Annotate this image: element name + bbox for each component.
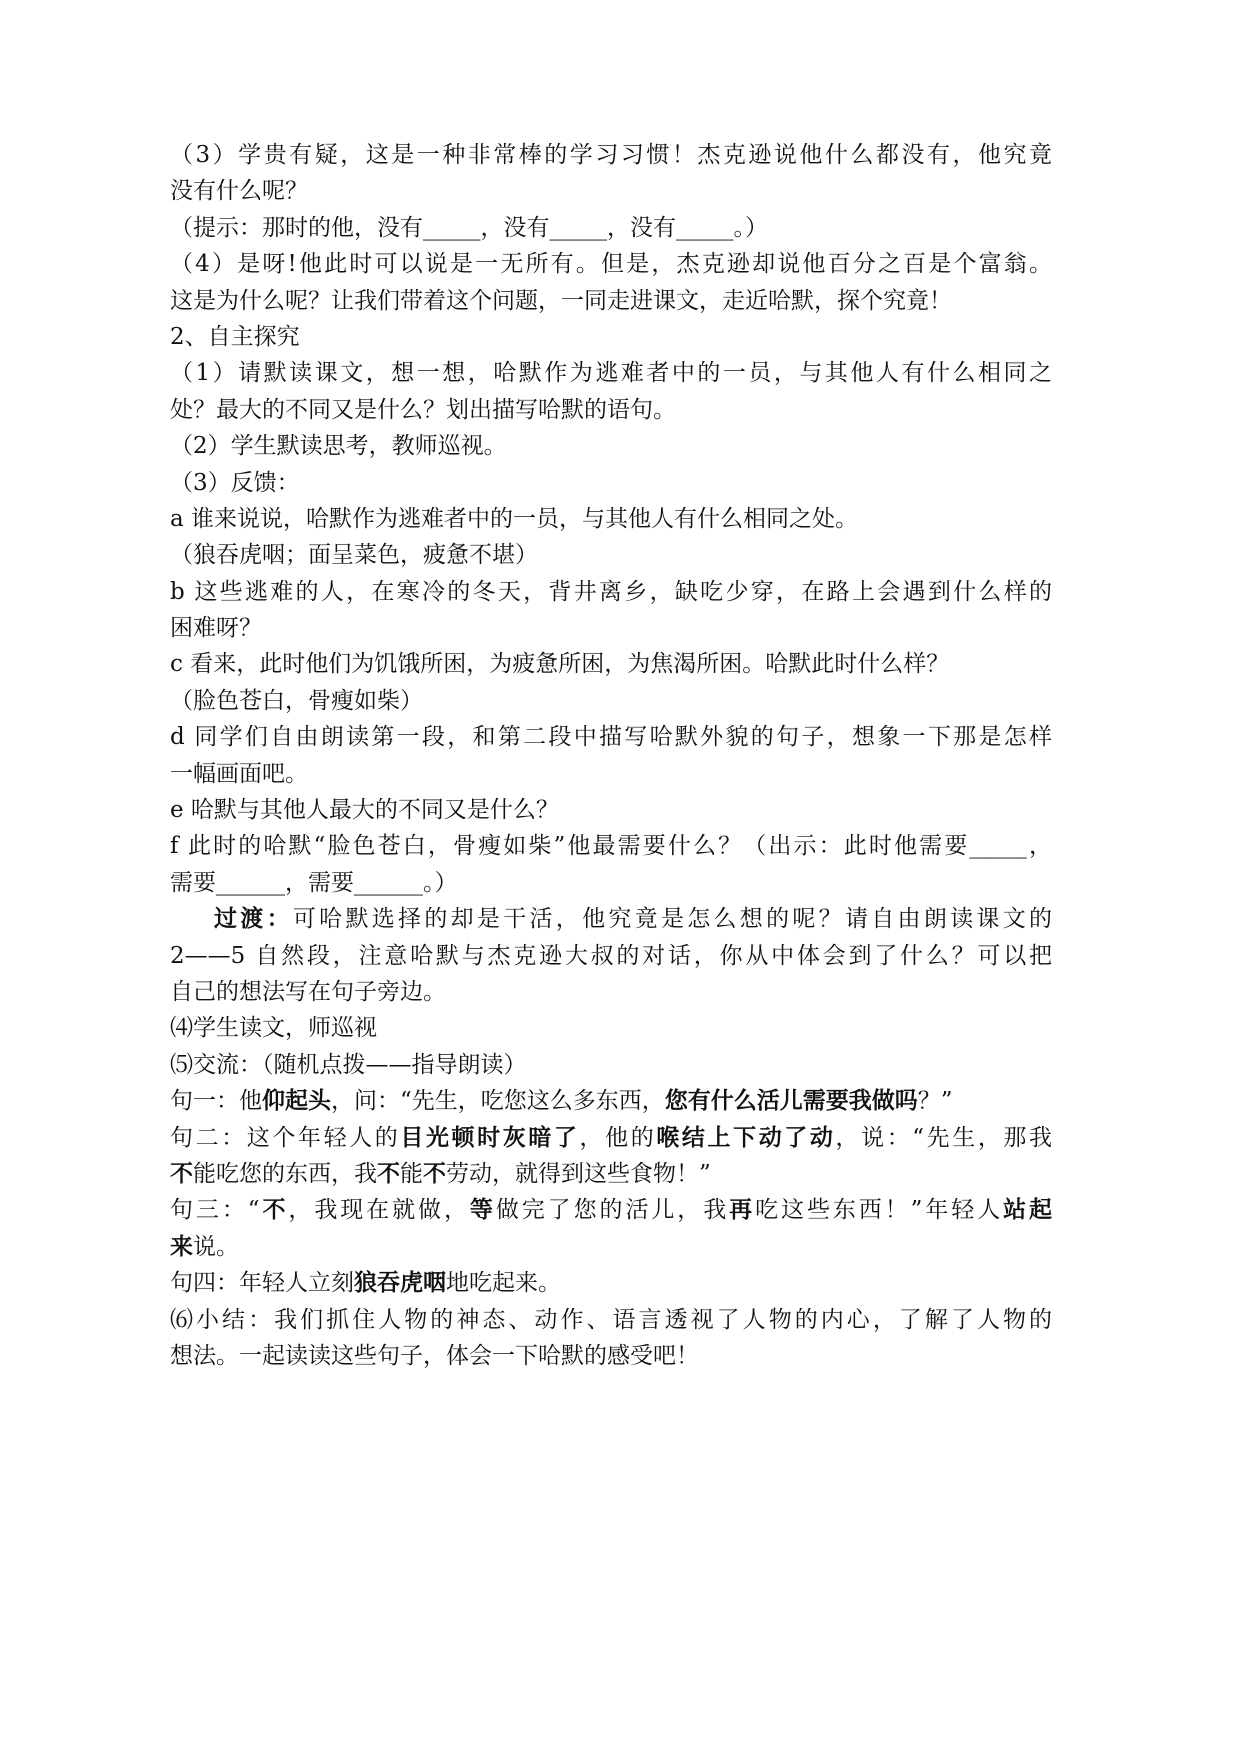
bold-text: 再 xyxy=(729,1196,756,1224)
text-run: f 此时的哈默“脸色苍白，骨瘦如柴”他最需要什么？（出示：此时他需要_____， xyxy=(170,833,1052,860)
text-line xyxy=(170,210,1052,246)
text-run: 没有什么呢？ xyxy=(170,178,308,205)
text-line xyxy=(170,865,1052,901)
bold-text: 喉结上下动了动 xyxy=(656,1123,836,1151)
text-run: ，他的 xyxy=(579,1124,657,1151)
text-line xyxy=(170,1156,1052,1192)
text-run: ，问：“先生，吃您这么多东西， xyxy=(331,1088,665,1115)
text-line xyxy=(170,355,1052,391)
text-line xyxy=(170,574,1052,610)
text-line xyxy=(170,901,1052,937)
text-line xyxy=(170,173,1052,209)
bold-text: 来 xyxy=(170,1232,193,1260)
text-line xyxy=(170,828,1052,864)
text-line xyxy=(170,1229,1052,1265)
text-run: 地吃起来。 xyxy=(446,1270,561,1297)
text-line xyxy=(170,1010,1052,1046)
text-line xyxy=(170,1047,1052,1083)
bold-text: 狼吞虎咽 xyxy=(354,1269,446,1297)
text-line xyxy=(170,756,1052,792)
text-run: ⑷学生读文，师巡视 xyxy=(170,1015,377,1042)
text-run: （2）学生默读思考，教师巡视。 xyxy=(170,433,507,460)
bold-text: 不 xyxy=(170,1159,193,1187)
text-line xyxy=(170,646,1052,682)
text-run: ？” xyxy=(917,1088,953,1115)
text-run: ⑹小结：我们抓住人物的神态、动作、语言透视了人物的内心，了解了人物的 xyxy=(170,1306,1052,1333)
text-line xyxy=(170,501,1052,537)
text-line xyxy=(170,938,1052,974)
bold-text: 等 xyxy=(469,1196,496,1224)
text-run: b 这些逃难的人，在寒冷的冬天，背井离乡，缺吃少穿，在路上会遇到什么样的 xyxy=(170,578,1052,605)
text-line xyxy=(170,428,1052,464)
text-run: 2——5 自然段，注意哈默与杰克逊大叔的对话，你从中体会到了什么？可以把 xyxy=(170,942,1052,969)
text-run: 2、自主探究 xyxy=(170,323,300,350)
text-run: （1）请默读课文，想一想，哈默作为逃难者中的一员，与其他人有什么相同之 xyxy=(170,360,1052,387)
text-run: 句三：“ xyxy=(170,1197,260,1224)
text-run: 困难呀？ xyxy=(170,615,262,642)
bold-text: 站起 xyxy=(1003,1196,1052,1224)
bold-text: 不 xyxy=(377,1159,400,1187)
bold-text: 过渡： xyxy=(214,905,293,933)
text-run: （狼吞虎咽；面呈菜色，疲惫不堪） xyxy=(170,542,538,569)
text-run: 吃这些东西！”年轻人 xyxy=(755,1197,1004,1224)
text-line xyxy=(170,1192,1052,1228)
text-line xyxy=(170,246,1052,282)
text-line xyxy=(170,719,1052,755)
text-run: 能 xyxy=(400,1160,423,1187)
text-run: 需要______，需要______。） xyxy=(170,869,458,896)
text-run: 做完了您的活儿，我 xyxy=(495,1197,730,1224)
text-run: 句一：他 xyxy=(170,1088,262,1115)
text-line xyxy=(170,319,1052,355)
text-run: a 谁来说说，哈默作为逃难者中的一员，与其他人有什么相同之处。 xyxy=(170,505,859,532)
document-body xyxy=(170,137,1052,1374)
text-run: 一幅画面吧。 xyxy=(170,760,308,787)
bold-text: 不 xyxy=(259,1196,289,1224)
text-run: 可哈默选择的却是干活，他究竟是怎么想的呢？请自由朗读课文的 xyxy=(292,906,1052,933)
text-line xyxy=(170,465,1052,501)
text-run: （提示：那时的他，没有_____，没有_____，没有_____。） xyxy=(170,214,768,241)
text-run: ，说：“先生，那我 xyxy=(835,1124,1052,1151)
bold-text: 不 xyxy=(423,1159,446,1187)
text-run: 能吃您的东西，我 xyxy=(193,1160,377,1187)
text-run: （4）是呀!他此时可以说是一无所有。但是，杰克逊却说他百分之百是个富翁。 xyxy=(170,251,1052,278)
text-line xyxy=(170,1338,1052,1374)
text-run: （3）反馈： xyxy=(170,469,300,496)
text-line xyxy=(170,1120,1052,1156)
text-line xyxy=(170,683,1052,719)
text-run: 句二：这个年轻人的 xyxy=(170,1124,401,1151)
text-line xyxy=(170,1265,1052,1301)
bold-text: 您有什么活儿需要我做吗 xyxy=(664,1087,918,1115)
text-run: c 看来，此时他们为饥饿所困，为疲惫所困，为焦渴所困。哈默此时什么样？ xyxy=(170,651,950,678)
text-line xyxy=(170,392,1052,428)
text-run: 句四：年轻人立刻 xyxy=(170,1270,354,1297)
text-run: 自己的想法写在句子旁边。 xyxy=(170,978,446,1005)
text-run: d 同学们自由朗读第一段，和第二段中描写哈默外貌的句子，想象一下那是怎样 xyxy=(170,724,1052,751)
text-line xyxy=(170,137,1052,173)
text-run: e 哈默与其他人最大的不同又是什么？ xyxy=(170,797,559,824)
text-run: ⑸交流：（随机点拨——指导朗读） xyxy=(170,1051,527,1078)
text-line xyxy=(170,610,1052,646)
text-line xyxy=(170,537,1052,573)
text-run: （3）学贵有疑，这是一种非常棒的学习习惯！杰克逊说他什么都没有，他究竟 xyxy=(170,142,1052,168)
text-line xyxy=(170,1083,1052,1119)
text-run: 想法。一起读读这些句子，体会一下哈默的感受吧！ xyxy=(170,1342,699,1369)
text-run: ，我现在就做， xyxy=(288,1197,470,1224)
text-line xyxy=(170,792,1052,828)
text-line xyxy=(170,974,1052,1010)
bold-text: 目光顿时灰暗了 xyxy=(400,1123,580,1151)
text-line xyxy=(170,283,1052,319)
text-run: （脸色苍白，骨瘦如柴） xyxy=(170,687,423,714)
bold-text: 仰起头 xyxy=(262,1087,331,1115)
text-line xyxy=(170,1302,1052,1338)
text-run: 处？最大的不同又是什么？划出描写哈默的语句。 xyxy=(170,396,676,423)
text-run: 说。 xyxy=(193,1233,239,1260)
text-run: 劳动，就得到这些食物！” xyxy=(446,1160,711,1187)
text-run: 这是为什么呢？让我们带着这个问题，一同走进课文，走近哈默，探个究竟！ xyxy=(170,287,952,314)
